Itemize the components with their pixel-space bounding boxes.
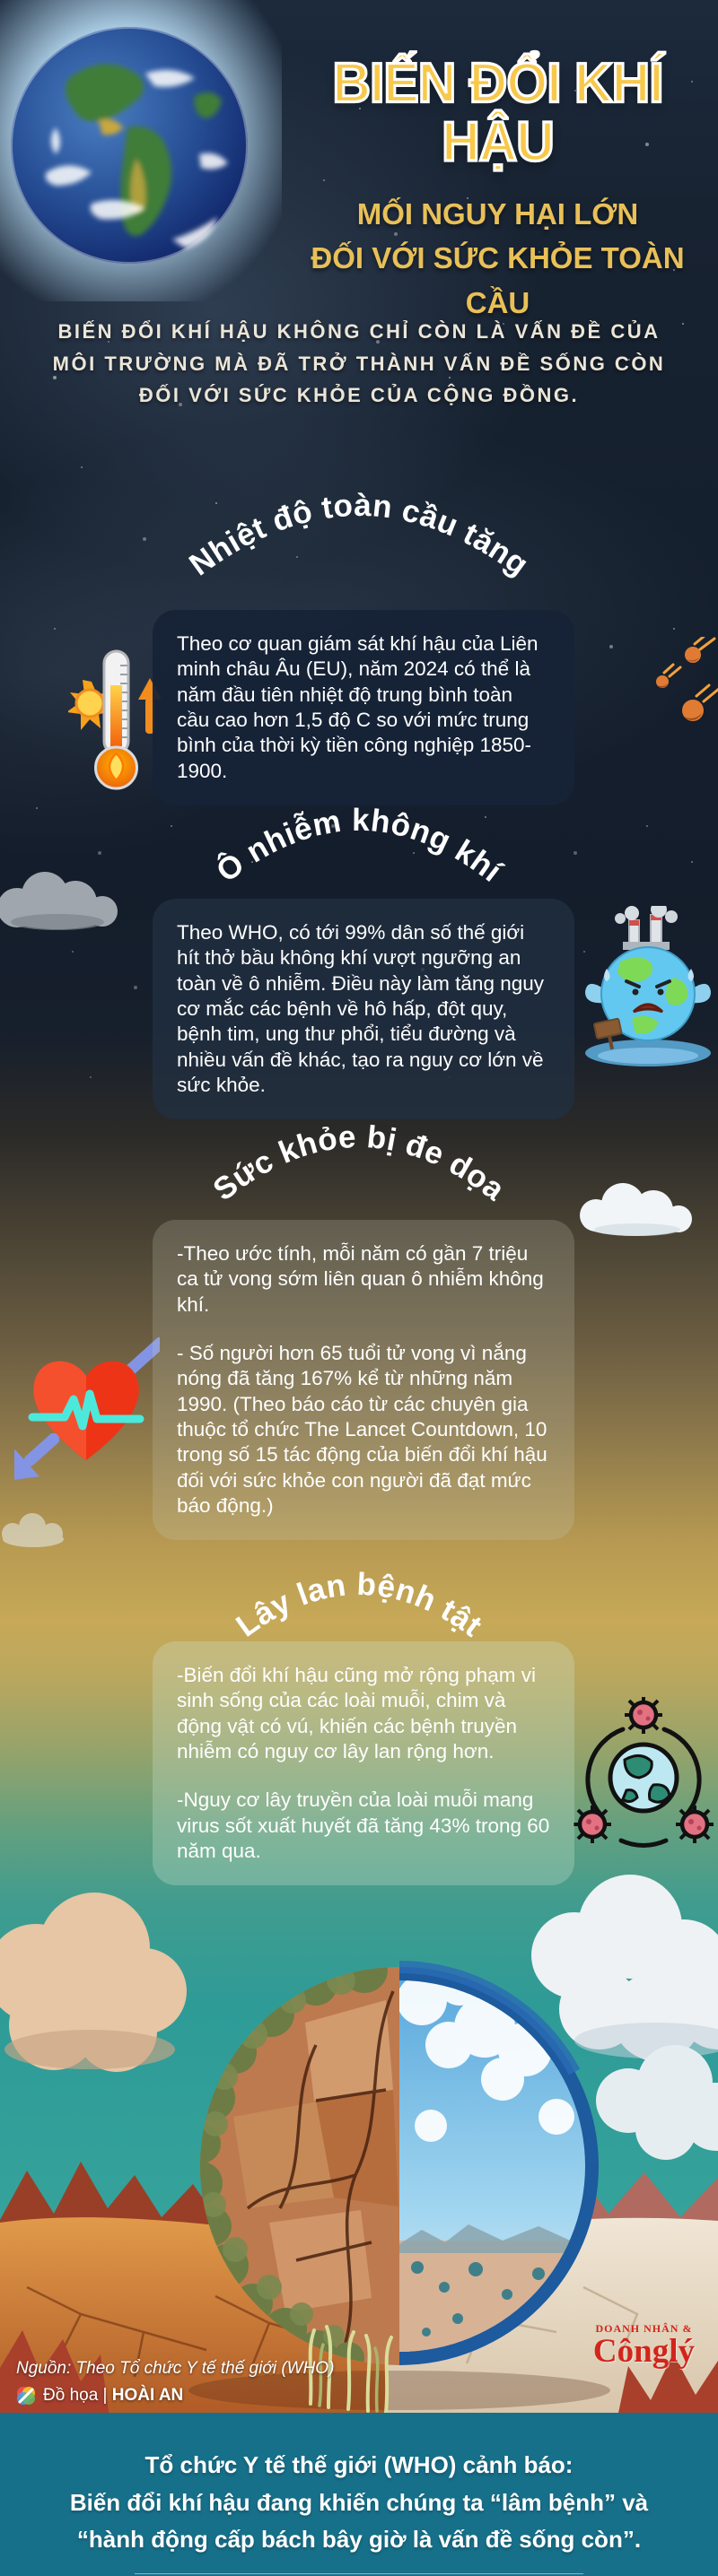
- dark-cloud-icon: [0, 866, 122, 931]
- virus-globe-icon: [571, 1697, 716, 1857]
- page-title: BIẾN ĐỔI KHÍ HẬU: [332, 51, 663, 173]
- info-box-air-pollution: [153, 899, 574, 1119]
- info-text: Theo WHO, có tới 99% dân số thế giới hít thở bầu không khí vượt ngưỡng an toàn về ô nhiễm. Điều này làm tăng nguy cơ mắc các bệnh về hô hấp, đột quy, bệnh tim, ung thư phổi, tiểu đường và nhiều vấn đề khác, tạo ra nguy cơ lớn về sức khỏe.: [177, 921, 544, 1097]
- logo-wordmark: Cônglý: [592, 2333, 695, 2370]
- credit-prefix: Đồ họa |: [43, 2386, 112, 2405]
- white-cloud-icon: [564, 1179, 707, 1239]
- white-cloud-small: [596, 2045, 718, 2160]
- warning-text: [70, 2447, 648, 2559]
- heart-ekg-icon: [14, 1324, 160, 1496]
- page-subtitle: [283, 192, 713, 326]
- logo-tagline: DOANH NHÂN &: [595, 2322, 693, 2335]
- intro-paragraph: BIẾN ĐỔI KHÍ HẬU KHÔNG CHỈ CÒN LÀ VẤN ĐỀ CỦA MÔI TRƯỜNG MÀ ĐÃ TRỞ THÀNH VẤN ĐỀ SỐNG CÒN ĐỐI VỚI SỨC KHỎE CỦA CỘNG ĐỒNG.: [52, 320, 666, 407]
- congly-logo: [593, 2323, 695, 2368]
- info-text: -Nguy cơ lây truyền của loài muỗi mang virus sốt xuất huyết đã tăng 43% trong 60 năm qua.: [177, 1788, 550, 1863]
- warning-line1: Tổ chức Y tế thế giới (WHO) cảnh báo:: [144, 2451, 574, 2478]
- section-heading-health-threat: [153, 1110, 565, 1240]
- warning-line2: Biến đổi khí hậu đang khiến chúng ta “lâm bệnh” và: [69, 2488, 649, 2516]
- svg-text:Sức khỏe bị đe dọa: Sức khỏe bị đe dọa: [206, 1118, 512, 1208]
- info-box-health-threat: [153, 1220, 574, 1540]
- warning-bar: [0, 2413, 718, 2576]
- subtitle-line2: ĐỐI VỚI SỨC KHỎE TOÀN CẦU: [311, 241, 685, 319]
- svg-text:Ô nhiễm không khí: Ô nhiễm không khí: [210, 802, 509, 890]
- earth-photo: [0, 0, 282, 301]
- divider: [135, 2573, 583, 2574]
- svg-text:Nhiệt độ toàn cầu tăng: Nhiệt độ toàn cầu tăng: [182, 487, 536, 583]
- white-cloud-large: [531, 1875, 718, 2061]
- small-cloud-icon: [0, 1510, 74, 1550]
- credit-name: HOÀI AN: [111, 2386, 184, 2405]
- info-text: -Biến đổi khí hậu cũng mở rộng phạm vi sinh sống của các loài muỗi, chim và động vật có vú, khiến các bệnh truyền nhiễm có nguy cơ lây lan rộng hơn.: [177, 1664, 536, 1763]
- section-heading-air-pollution: [153, 793, 565, 923]
- smokestacks: [615, 906, 678, 950]
- header: [283, 51, 713, 325]
- graphics-credit: [16, 2386, 183, 2406]
- info-text: Theo cơ quan giám sát khí hậu của Liên minh châu Âu (EU), năm 2024 có thể là năm đầu tiên nhiệt độ trung bình toàn cầu cao hơn 1,5 độ C so với mức trung bình của thời kỳ tiền công nghiệp 1850-1900.: [177, 632, 538, 782]
- sad-earth-pollution-icon: [580, 906, 716, 1071]
- info-box-temperature: [153, 610, 574, 805]
- svg-text:Lây lan bệnh tật: Lây lan bệnh tật: [230, 1566, 489, 1644]
- section-heading-temperature: [153, 483, 565, 613]
- info-text: - Số người hơn 65 tuổi tử vong vì nắng nóng đã tăng 167% kể từ những năm 1990. (Theo báo cáo từ các chuyên gia thuộc tổ chức The Lancet Countdown, 10 trong số 15 tác động của biến đổi khí hậu đối với sức khỏe con người đã đạt mức báo động.): [177, 1342, 547, 1518]
- beige-cloud: [0, 1893, 187, 2072]
- info-text: -Theo ước tính, mỗi năm có gần 7 triệu ca tử vong sớm liên quan ô nhiễm không khí.: [177, 1242, 544, 1316]
- warning-line3: “hành động cấp bách bây giờ là vấn đề sống còn”.: [76, 2526, 642, 2554]
- meteors-icon: [650, 637, 718, 755]
- source-credit: Nguồn: Theo Tổ chức Y tế thế giới (WHO): [16, 2359, 335, 2378]
- thermometer-body: [96, 651, 137, 788]
- subtitle-line1: MỐI NGUY HẠI LỚN: [356, 196, 639, 231]
- graphics-icon: [16, 2386, 36, 2406]
- section-heading-disease-spread: [153, 1555, 565, 1685]
